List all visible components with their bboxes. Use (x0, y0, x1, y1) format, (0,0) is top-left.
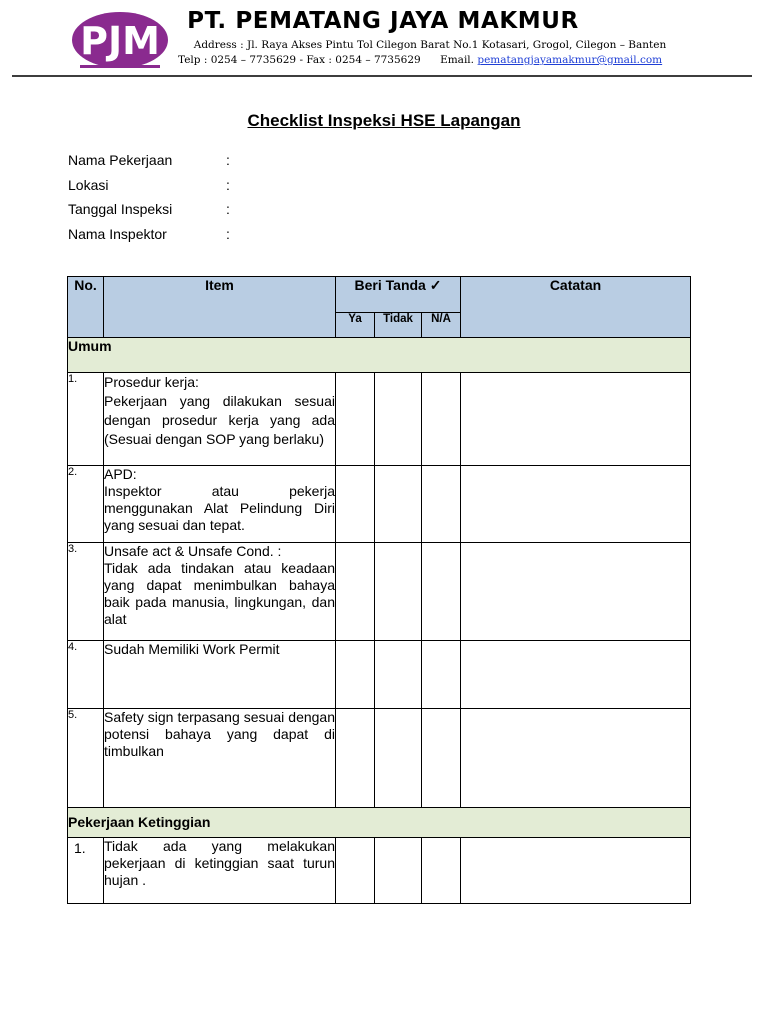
field-colon: : (226, 225, 230, 242)
cell-ya[interactable] (336, 838, 375, 904)
header-na: N/A (422, 313, 461, 338)
logo-text: PJM (80, 19, 160, 63)
header-tidak: Tidak (375, 313, 422, 338)
field-tanggal-inspeksi[interactable] (68, 201, 468, 226)
row-number: 5. (68, 709, 104, 808)
info-fields (68, 152, 468, 250)
phone-fax: Telp : 0254 – 7735629 - Fax : 0254 – 7735629 (178, 54, 421, 66)
row-item (104, 641, 336, 709)
row-heading: APD: (104, 466, 137, 482)
cell-tidak[interactable] (375, 543, 422, 641)
email-link[interactable]: pematangjayamakmur@gmail.com (477, 54, 663, 66)
row-heading: Prosedur kerja: (104, 374, 199, 390)
cell-tidak[interactable] (375, 466, 422, 543)
cell-tidak[interactable] (375, 373, 422, 466)
row-text: Safety sign terpasang sesuai dengan potensi bahaya yang dapat di timbulkan (104, 709, 335, 759)
cell-notes[interactable] (461, 709, 691, 808)
row-item (104, 543, 336, 641)
field-lokasi[interactable] (68, 177, 468, 202)
cell-na[interactable] (422, 641, 461, 709)
document-title: Checklist Inspeksi HSE Lapangan (247, 111, 521, 130)
row-item (104, 466, 336, 543)
header-mark: Beri Tanda ✓ (336, 277, 461, 313)
header-item: Item (104, 277, 336, 338)
field-label: Lokasi (68, 176, 109, 193)
table-row (68, 466, 691, 543)
header-no: No. (68, 277, 104, 338)
cell-ya[interactable] (336, 709, 375, 808)
checklist-table (67, 276, 691, 904)
cell-tidak[interactable] (375, 641, 422, 709)
cell-ya[interactable] (336, 641, 375, 709)
cell-na[interactable] (422, 543, 461, 641)
cell-na[interactable] (422, 709, 461, 808)
field-colon: : (226, 176, 230, 193)
section-row (68, 338, 691, 373)
row-heading: Unsafe act & Unsafe Cond. : (104, 543, 282, 559)
row-item (104, 709, 336, 808)
row-number: 1. (68, 838, 104, 904)
cell-ya[interactable] (336, 466, 375, 543)
cell-ya[interactable] (336, 543, 375, 641)
field-nama-pekerjaan[interactable] (68, 152, 468, 177)
row-text: Tidak ada yang melakukan pekerjaan di ketinggian saat turun hujan . (104, 838, 335, 888)
header-divider (12, 75, 752, 77)
field-colon: : (226, 152, 230, 168)
row-text: Pekerjaan yang dilakukan sesuai dengan prosedur kerja yang ada (Sesuai dengan SOP yang berlaku) (104, 393, 335, 447)
header-notes: Catatan (461, 277, 691, 338)
row-text: Inspektor atau pekerja menggunakan Alat Pelindung Diri yang sesuai dan tepat. (104, 483, 335, 533)
company-contact (178, 54, 678, 66)
cell-tidak[interactable] (375, 838, 422, 904)
row-item (104, 838, 336, 904)
cell-notes[interactable] (461, 466, 691, 543)
company-address: Address : Jl. Raya Akses Pintu Tol Cilegon Barat No.1 Kotasari, Grogol, Cilegon – Banten (193, 39, 667, 51)
cell-na[interactable] (422, 466, 461, 543)
field-nama-inspektor[interactable] (68, 226, 468, 251)
field-label: Tanggal Inspeksi (68, 201, 173, 217)
header-ya: Ya (336, 313, 375, 338)
field-label: Nama Inspektor (68, 225, 167, 242)
row-text: Tidak ada tindakan atau keadaan yang dapat menimbulkan bahaya baik pada manusia, lingkungan, dan alat (104, 560, 335, 627)
cell-ya[interactable] (336, 373, 375, 466)
cell-na[interactable] (422, 373, 461, 466)
table-row (68, 543, 691, 641)
field-colon: : (226, 201, 230, 217)
cell-notes[interactable] (461, 373, 691, 466)
table-row (68, 838, 691, 904)
section-row (68, 808, 691, 838)
row-item (104, 373, 336, 466)
company-name: PT. PEMATANG JAYA MAKMUR (187, 8, 579, 34)
cell-notes[interactable] (461, 543, 691, 641)
company-logo (68, 10, 172, 72)
table-row (68, 709, 691, 808)
table-row (68, 373, 691, 466)
section-title: Pekerjaan Ketinggian (68, 808, 691, 838)
email-label: Email. (440, 54, 474, 66)
section-title: Umum (68, 338, 691, 373)
cell-tidak[interactable] (375, 709, 422, 808)
row-text: Sudah Memiliki Work Permit (104, 641, 280, 657)
cell-na[interactable] (422, 838, 461, 904)
row-number: 1. (68, 373, 104, 466)
company-header (178, 8, 768, 78)
row-number: 2. (68, 466, 104, 543)
row-number: 4. (68, 641, 104, 709)
field-label: Nama Pekerjaan (68, 152, 173, 168)
row-number: 3. (68, 543, 104, 641)
table-row (68, 641, 691, 709)
cell-notes[interactable] (461, 838, 691, 904)
cell-notes[interactable] (461, 641, 691, 709)
